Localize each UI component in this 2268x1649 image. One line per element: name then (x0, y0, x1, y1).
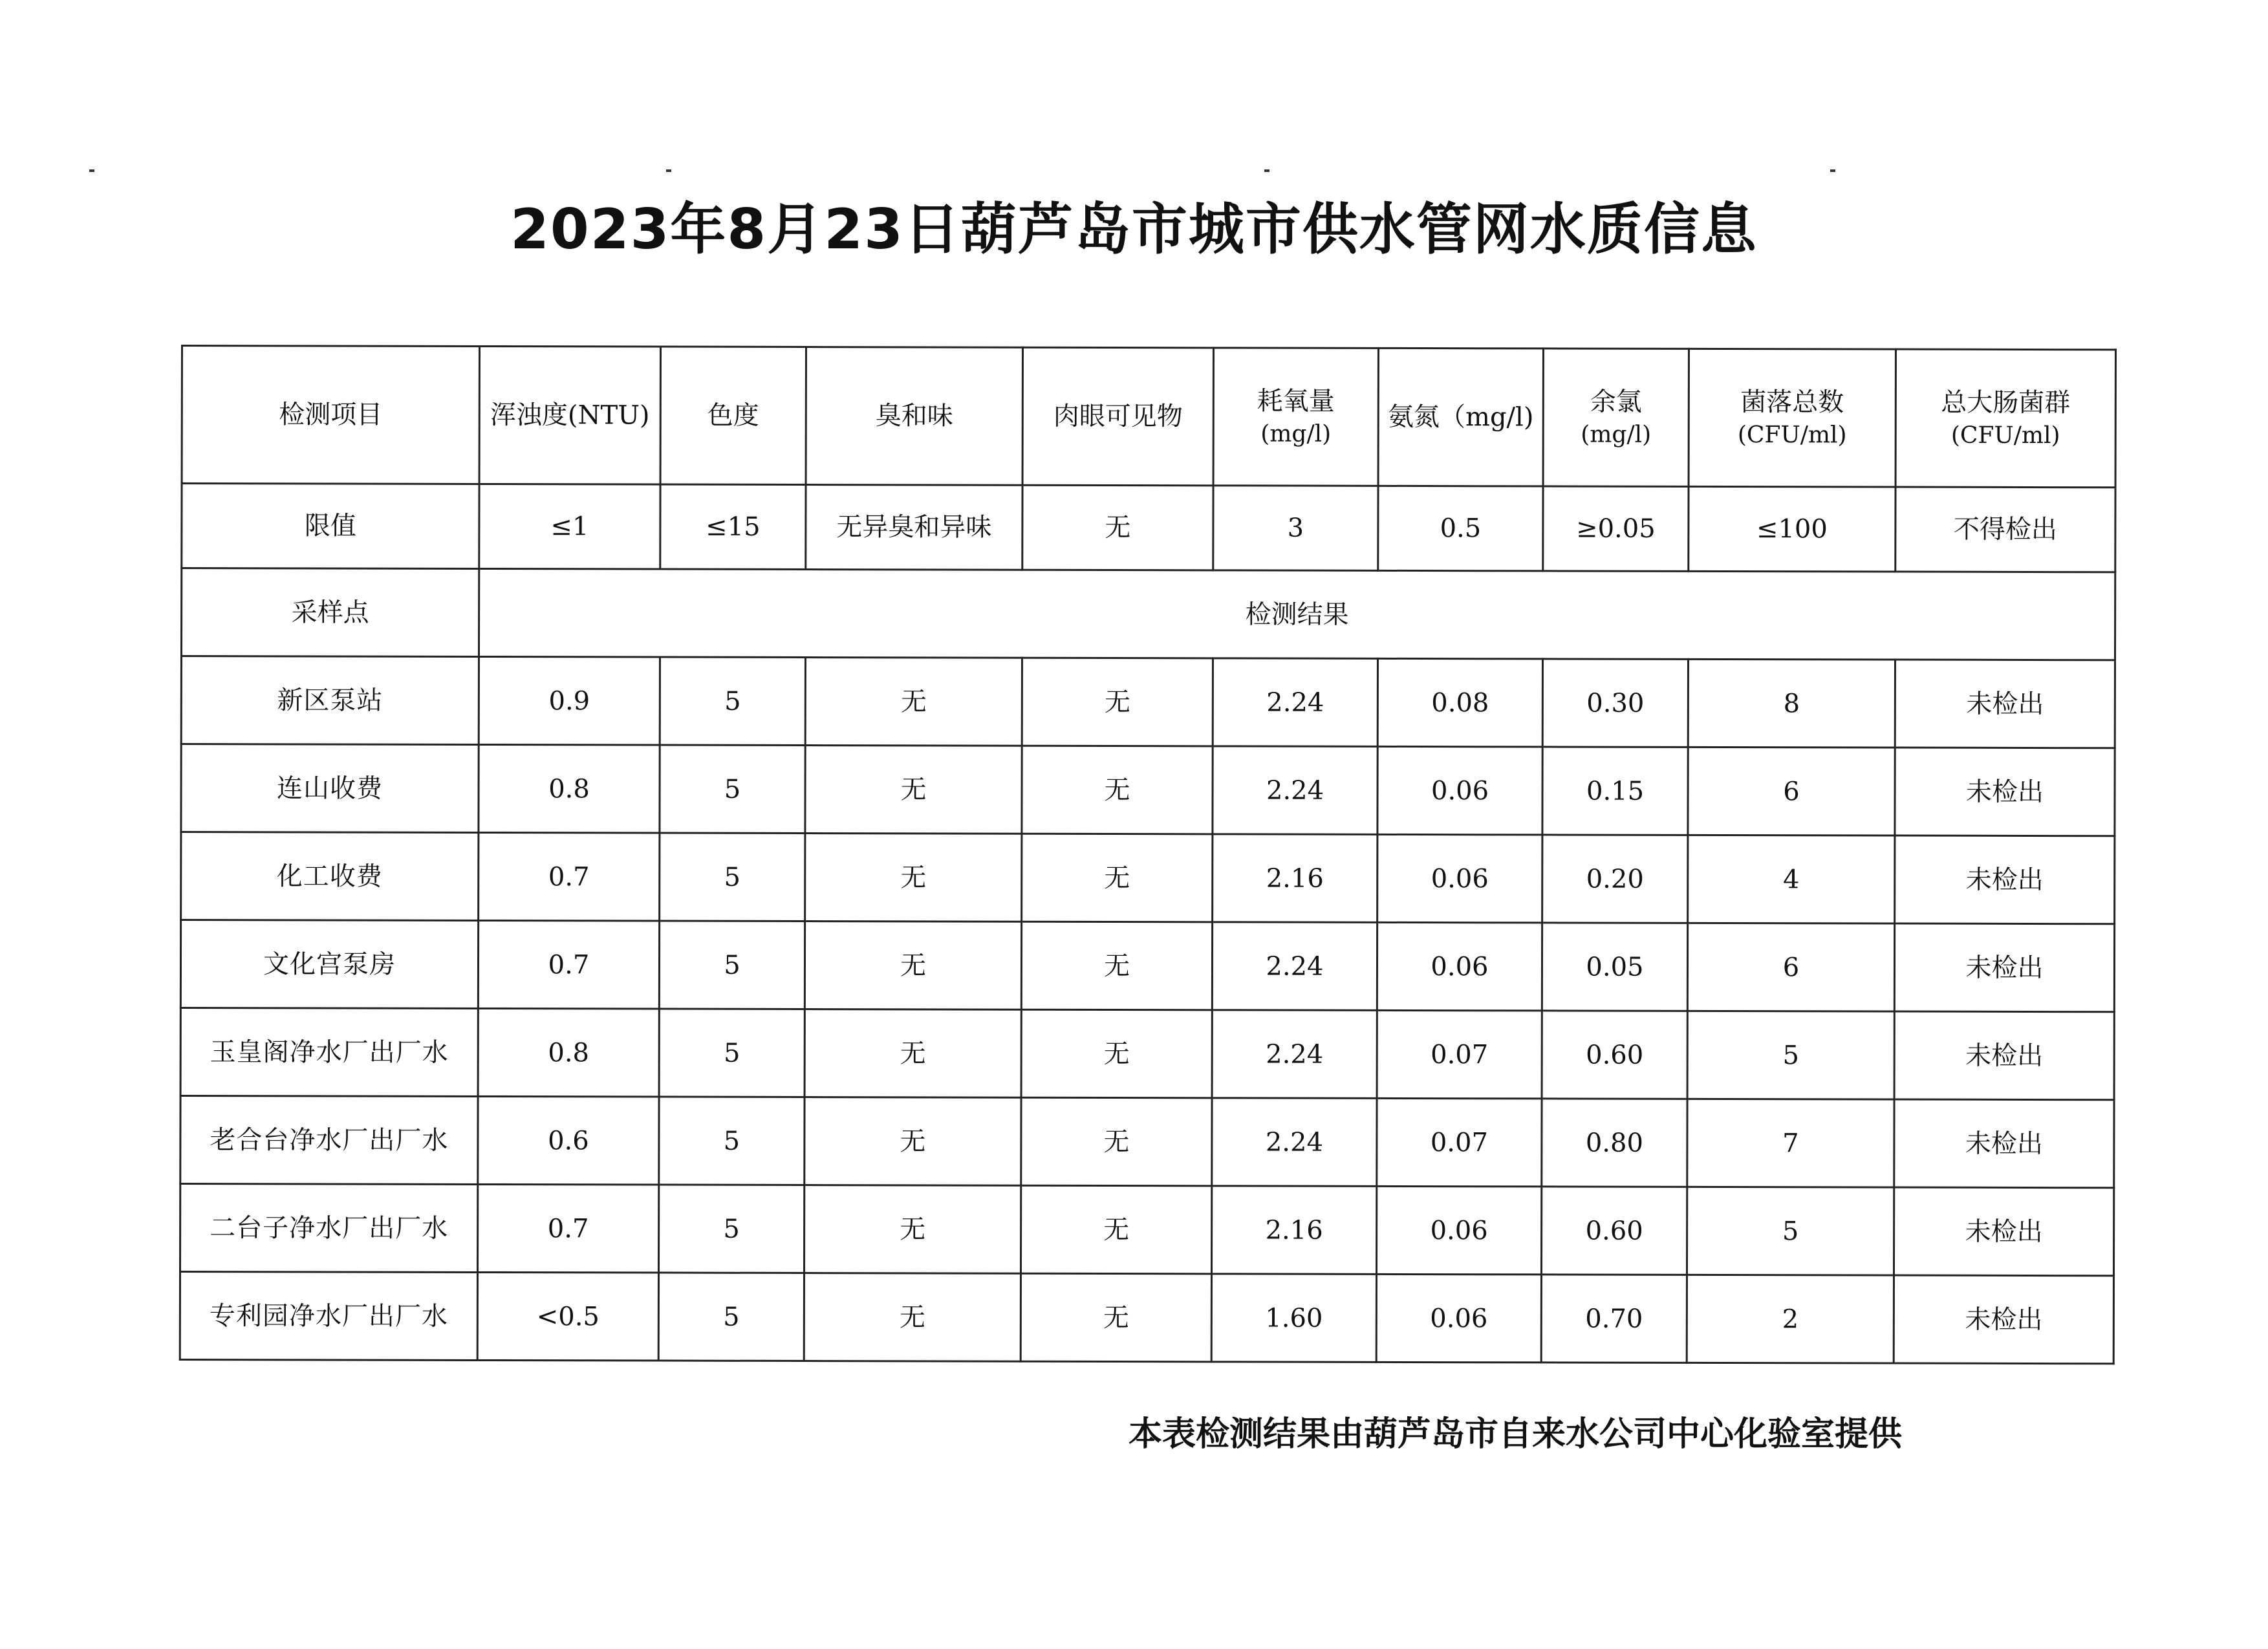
sampling-site: 连山收费 (181, 744, 479, 833)
limit-cell: 不得检出 (1895, 487, 2115, 572)
table-cell: 2.24 (1213, 658, 1377, 747)
table-cell: 2.24 (1212, 1010, 1377, 1099)
table-cell: 0.05 (1542, 923, 1687, 1011)
table-cell: 1.60 (1211, 1274, 1376, 1363)
table-cell: 未检出 (1894, 1275, 2113, 1364)
header-colony-name: 菌落总数 (1740, 387, 1844, 418)
table-cell: 无 (1021, 1273, 1211, 1362)
table-cell: 8 (1688, 659, 1895, 748)
table-cell: 0.08 (1377, 658, 1542, 747)
table-cell: 5 (660, 657, 805, 745)
limit-cell: ≥0.05 (1543, 486, 1689, 571)
table-cell: 无 (805, 1009, 1021, 1098)
header-colony-unit: (CFU/ml) (1737, 421, 1847, 449)
water-quality-table-wrapper (179, 345, 2115, 1364)
header-chlorine-unit: (mg/l) (1581, 421, 1652, 448)
scan-mark (1264, 169, 1269, 172)
sampling-site: 化工收费 (181, 832, 479, 921)
table-cell: 0.30 (1542, 659, 1688, 747)
table-cell: 无 (1021, 1009, 1212, 1098)
table-cell: 无 (1021, 1185, 1211, 1274)
table-cell: 0.8 (479, 744, 660, 833)
table-cell: 0.7 (477, 1184, 658, 1273)
sampling-point-label: 采样点 (181, 568, 479, 657)
table-cell: 5 (1687, 1011, 1894, 1099)
table-cell: 0.06 (1376, 1186, 1541, 1275)
table-cell: 7 (1687, 1099, 1894, 1187)
table-cell: 0.7 (478, 920, 659, 1009)
table-cell: 0.60 (1542, 1011, 1687, 1099)
table-cell: 5 (660, 833, 805, 921)
section-row (181, 568, 2115, 660)
table-cell: 2.24 (1212, 1098, 1377, 1187)
table-cell: 无 (1021, 1097, 1212, 1186)
limit-cell: ≤15 (660, 484, 806, 569)
table-cell: 未检出 (1895, 660, 2115, 748)
header-cell-turbidity: 浑浊度(NTU) (479, 346, 660, 484)
table-row (180, 1184, 2113, 1276)
table-cell: 无 (1022, 746, 1213, 834)
table-cell: 无 (804, 1185, 1021, 1274)
sampling-site: 新区泵站 (181, 656, 479, 745)
header-cell-item: 检测项目 (182, 346, 479, 484)
table-row (181, 744, 2115, 836)
table-row (181, 656, 2115, 748)
header-cell-colony (1689, 349, 1895, 487)
header-cell-chlorine (1543, 349, 1689, 486)
table-cell: 0.20 (1542, 835, 1688, 923)
header-cell-ammonia: 氨氮（mg/l) (1378, 348, 1543, 486)
table-row (180, 920, 2114, 1012)
table-cell: 0.8 (478, 1008, 659, 1097)
header-cell-visible: 肉眼可见物 (1022, 347, 1213, 486)
sampling-site: 二台子净水厂出厂水 (180, 1184, 477, 1273)
table-cell: 未检出 (1894, 1099, 2114, 1188)
table-cell: 5 (659, 921, 805, 1009)
table-cell: 无 (804, 1273, 1021, 1362)
table-cell: 0.15 (1542, 747, 1688, 835)
header-cell-coliform (1895, 349, 2115, 488)
table-cell: 5 (659, 1009, 805, 1097)
table-cell: 未检出 (1894, 1011, 2114, 1100)
limit-cell: 0.5 (1378, 486, 1543, 571)
table-cell: 无 (1022, 658, 1213, 746)
table-cell: 5 (658, 1273, 804, 1361)
table-cell: 0.06 (1377, 746, 1542, 835)
header-chlorine-name: 余氯 (1590, 387, 1642, 417)
table-cell: 0.06 (1377, 922, 1542, 1011)
table-cell: 无 (805, 746, 1022, 834)
table-cell: 未检出 (1895, 835, 2115, 924)
table-cell: 0.06 (1376, 1274, 1541, 1363)
header-coliform-unit: (CFU/ml) (1950, 422, 2060, 449)
header-coliform-name: 总大肠菌群 (1941, 387, 2071, 418)
scan-mark (1830, 169, 1835, 172)
table-cell: 2.24 (1213, 746, 1377, 835)
footer-note: 本表检测结果由葫芦岛市自来水公司中心化验室提供 (1129, 1415, 1903, 1454)
water-quality-table (179, 345, 2117, 1364)
table-row (180, 1272, 2113, 1364)
limits-label: 限值 (182, 484, 479, 569)
table-cell: 无 (805, 921, 1021, 1010)
table-cell: 6 (1687, 923, 1894, 1011)
table-cell: 0.70 (1541, 1275, 1687, 1363)
header-cell-cod (1213, 348, 1378, 486)
table-cell: 0.07 (1377, 1010, 1542, 1099)
table-cell: 2.24 (1212, 922, 1377, 1011)
header-cell-odor: 臭和味 (806, 347, 1022, 486)
sampling-site: 专利园净水厂出厂水 (180, 1272, 477, 1361)
table-cell: 无 (805, 658, 1022, 746)
table-row (181, 832, 2115, 924)
table-cell: 4 (1688, 835, 1895, 923)
table-cell: 无 (1022, 834, 1213, 922)
table-cell: 6 (1688, 747, 1895, 835)
results-label: 检测结果 (479, 568, 2115, 660)
table-cell: <0.5 (477, 1272, 658, 1361)
header-cell-color: 色度 (660, 347, 806, 484)
table-cell: 0.06 (1377, 834, 1542, 923)
header-row (182, 346, 2115, 488)
scan-mark (89, 169, 94, 172)
table-cell: 5 (660, 745, 805, 833)
table-cell: 5 (659, 1097, 805, 1185)
table-cell: 无 (1021, 921, 1212, 1010)
header-cod-unit: (mg/l) (1260, 420, 1332, 447)
table-cell: 0.07 (1377, 1098, 1542, 1187)
sampling-site: 老合台净水厂出厂水 (180, 1096, 478, 1185)
table-cell: 0.60 (1541, 1187, 1687, 1275)
page-title: 2023年8月23日葫芦岛市城市供水管网水质信息 (510, 197, 1758, 262)
sampling-site: 玉皇阁净水厂出厂水 (180, 1008, 478, 1097)
table-cell: 2.16 (1213, 834, 1377, 923)
table-row (180, 1096, 2114, 1188)
limit-cell: 3 (1213, 486, 1378, 571)
limit-cell: ≤1 (479, 484, 660, 569)
table-row (180, 1008, 2114, 1100)
limit-cell: 无异臭和异味 (806, 485, 1022, 570)
table-cell: 2.16 (1211, 1186, 1376, 1275)
table-cell: 未检出 (1894, 1187, 2113, 1276)
table-cell: 0.7 (479, 832, 660, 921)
table-cell: 2 (1687, 1275, 1894, 1363)
table-cell: 5 (658, 1185, 804, 1273)
table-cell: 0.80 (1542, 1099, 1687, 1187)
table-cell: 0.6 (478, 1096, 659, 1185)
table-cell: 0.9 (479, 656, 660, 745)
table-cell: 无 (805, 1097, 1021, 1186)
scan-mark (666, 169, 671, 172)
sampling-site: 文化宫泵房 (180, 920, 478, 1009)
limits-row (182, 484, 2115, 572)
limit-cell: ≤100 (1689, 486, 1895, 572)
header-cod-name: 耗氧量 (1257, 386, 1335, 416)
limit-cell: 无 (1022, 485, 1213, 570)
table-cell: 未检出 (1894, 923, 2114, 1012)
table-cell: 无 (805, 834, 1022, 922)
table-cell: 未检出 (1895, 748, 2115, 836)
table-cell: 5 (1687, 1187, 1894, 1275)
